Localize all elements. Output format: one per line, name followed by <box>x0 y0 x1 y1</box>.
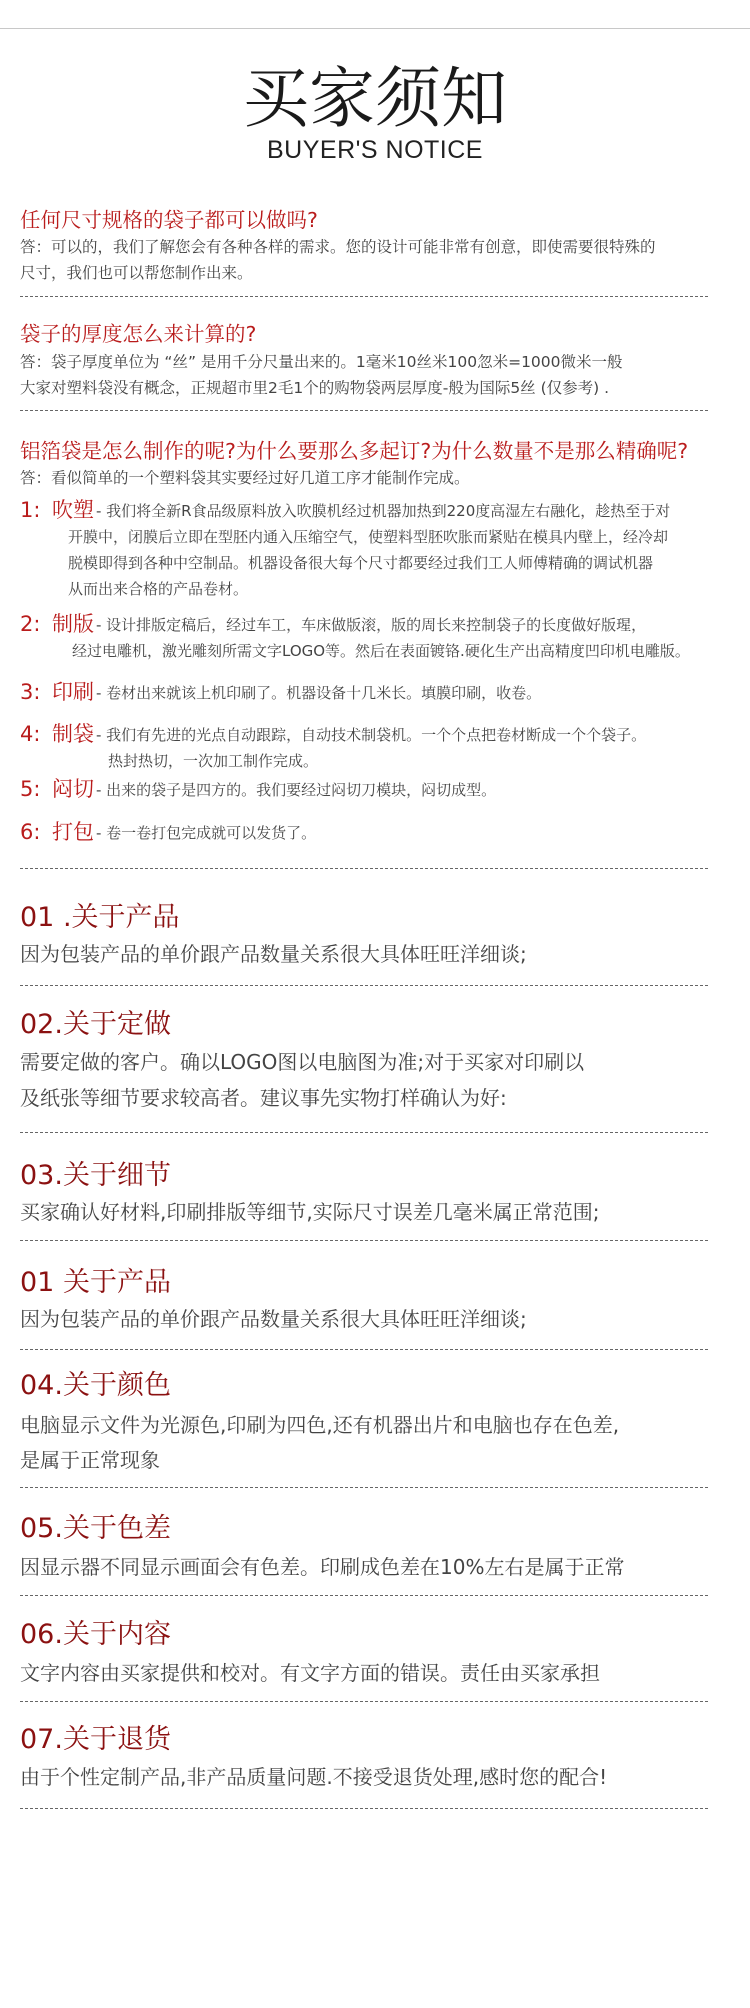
section-text: 因显示器不同显示画面会有色差。印刷成色差在10%左右是属于正常 <box>20 1555 625 1579</box>
step-number: 1: <box>20 498 41 522</box>
top-divider <box>0 28 750 29</box>
divider <box>20 1240 708 1241</box>
section-text: 是属于正常现象 <box>20 1448 160 1472</box>
faq-answer-line: 大家对塑料袋没有概念，正规超市里2毛1个的购物袋两层厚度-般为国际5丝 (仅参考) . <box>20 379 610 397</box>
step-text: 脱模即得到各种中空制品。机器设备很大每个尺寸都要经过我们工人师傅精确的调试机器 <box>68 554 654 572</box>
faq-answer-line: 答：可以的，我们了解您会有各种各样的需求。您的设计可能非常有创意，即使需要很特殊的 <box>20 238 656 256</box>
divider <box>20 1132 708 1133</box>
step-number: 4: <box>20 722 41 746</box>
step-text: - 出来的袋子是四方的。我们要经过闷切刀模块，闷切成型。 <box>96 781 497 799</box>
step-number: 5: <box>20 777 41 801</box>
section-title-details: 03.关于细节 <box>20 1160 171 1191</box>
faq-answer-line: 尺寸，我们也可以帮您制作出来。 <box>20 264 253 282</box>
section-title-color: 04.关于颜色 <box>20 1370 171 1401</box>
divider <box>20 1808 708 1809</box>
divider <box>20 868 708 869</box>
step-number: 3: <box>20 680 41 704</box>
divider <box>20 296 708 297</box>
divider <box>20 410 708 411</box>
faq-question-process: 铝箔袋是怎么制作的呢?为什么要那么多起订?为什么数量不是那么精确呢? <box>20 439 689 463</box>
section-title-returns: 07.关于退货 <box>20 1724 171 1755</box>
section-text: 因为包装产品的单价跟产品数量关系很大具体旺旺洋细谈; <box>20 1307 527 1331</box>
section-text: 由于个性定制产品,非产品质量问题.不接受退货处理,感时您的配合! <box>20 1765 608 1789</box>
section-title-color-difference: 05.关于色差 <box>20 1513 171 1544</box>
step-text: 开膜中，闭膜后立即在型胚内通入压缩空气，使塑料型胚吹胀而紧贴在模具内壁上，经冷却 <box>68 528 669 546</box>
step-text: 经过电雕机，激光雕刻所需文字LOGO等。然后在表面镀铬.硬化生产出高精度凹印机电雕版。 <box>72 642 690 660</box>
page-title: 买家须知 <box>243 60 507 137</box>
section-title-product-repeat: 01 关于产品 <box>20 1267 171 1298</box>
step-number: 2: <box>20 612 41 636</box>
section-text: 因为包装产品的单价跟产品数量关系很大具体旺旺洋细谈; <box>20 942 527 966</box>
faq-question-size: 任何尺寸规格的袋子都可以做吗? <box>20 208 318 232</box>
divider <box>20 1487 708 1488</box>
step-text: - 设计排版定稿后，经过车工，车床做版滚，版的周长来控制袋子的长度做好版瑆， <box>96 616 647 634</box>
step-text: - 我们有先进的光点自动跟踪，自动技术制袋机。一个个点把卷材断成一个个袋子。 <box>96 726 647 744</box>
section-text: 及纸张等细节要求较高者。建议事先实物打样确认为好: <box>20 1086 507 1110</box>
divider <box>20 1349 708 1350</box>
page-subtitle: BUYER'S NOTICE <box>267 136 483 164</box>
step-name-plate-making: 制版 <box>52 612 94 636</box>
section-text: 需要定做的客户。确以LOGO图以电脑图为准;对于买家对印刷以 <box>20 1050 585 1074</box>
faq-answer-line: 答：看似简单的一个塑料袋其实要经过好几道工序才能制作完成。 <box>20 469 470 487</box>
step-number: 6: <box>20 820 41 844</box>
section-title-content: 06.关于内容 <box>20 1619 171 1650</box>
step-name-blow-molding: 吹塑 <box>52 498 94 522</box>
step-name-die-cutting: 闷切 <box>52 777 94 801</box>
faq-question-thickness: 袋子的厚度怎么来计算的? <box>20 322 257 346</box>
section-text: 买家确认好材料,印刷排版等细节,实际尺寸误差几毫米属正常范围; <box>20 1200 600 1224</box>
faq-answer-line: 答：袋子厚度单位为 “丝” 是用千分尺量出来的。1毫米10丝米100忽米=1000微米一般 <box>20 353 623 371</box>
step-name-packing: 打包 <box>52 820 94 844</box>
step-text: - 卷一卷打包完成就可以发货了。 <box>96 824 317 842</box>
step-text: 从而出来合格的产品卷材。 <box>68 580 249 598</box>
step-text: 热封热切，一次加工制作完成。 <box>108 752 319 770</box>
section-text: 电脑显示文件为光源色,印刷为四色,还有机器出片和电脑也存在色差, <box>20 1413 620 1437</box>
divider <box>20 985 708 986</box>
divider <box>20 1701 708 1702</box>
step-name-bag-making: 制袋 <box>52 722 94 746</box>
step-text: - 我们将全新R食品级原料放入吹膜机经过机器加热到220度高湿左右融化，趁热至于对 <box>96 502 671 520</box>
step-text: - 卷材出来就该上机印刷了。机器设备十几米长。填膜印刷，收卷。 <box>96 684 542 702</box>
step-name-printing: 印刷 <box>52 680 94 704</box>
section-text: 文字内容由买家提供和校对。有文字方面的错误。责任由买家承担 <box>20 1661 600 1685</box>
divider <box>20 1595 708 1596</box>
section-title-product: 01 .关于产品 <box>20 902 180 933</box>
section-title-custom: 02.关于定做 <box>20 1009 171 1040</box>
